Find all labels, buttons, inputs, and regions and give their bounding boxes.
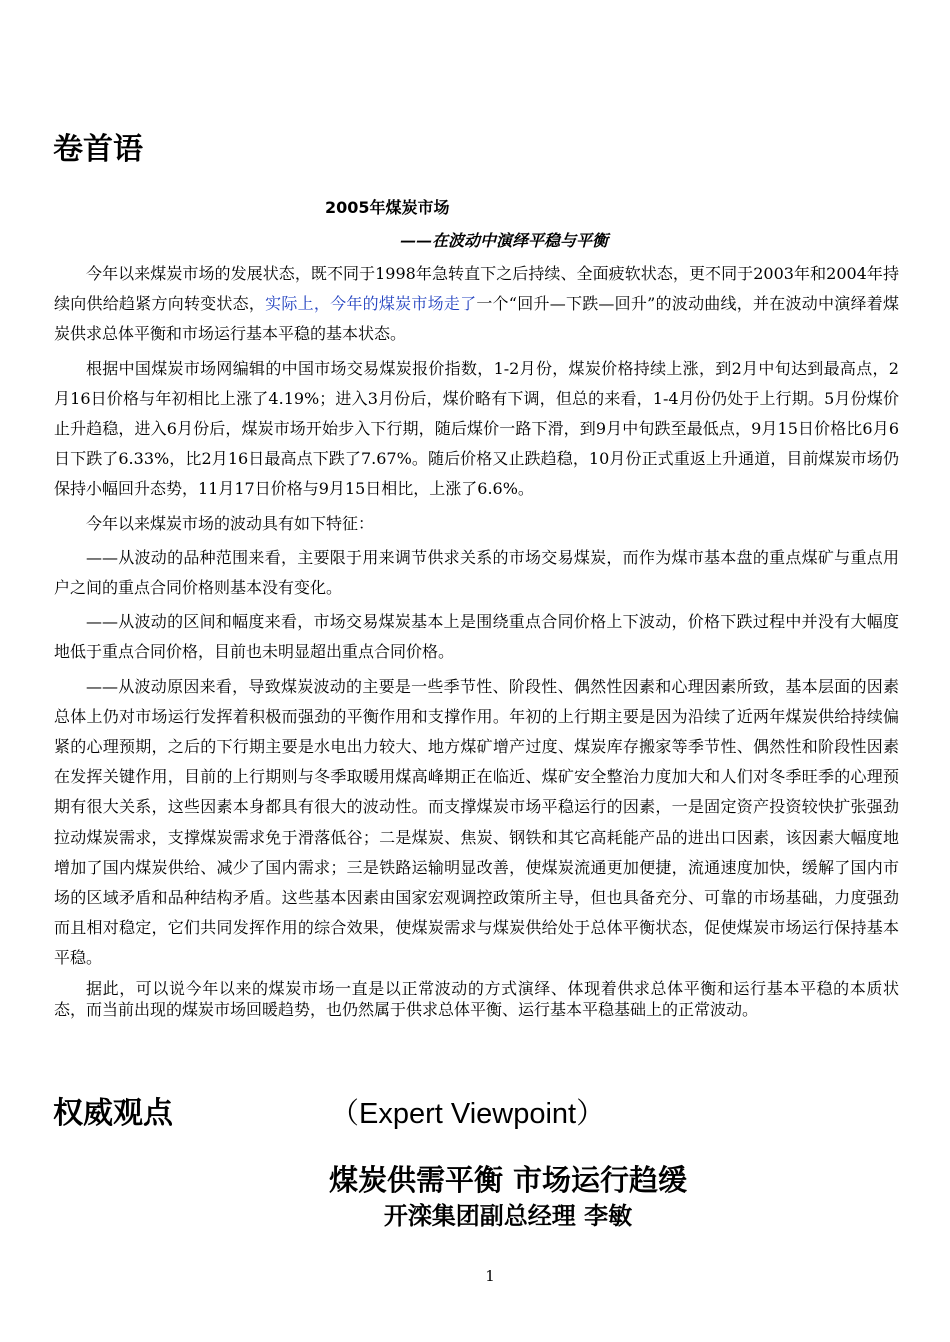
paragraph-7: 据此，可以说今年以来的煤炭市场一直是以正常波动的方式演绎、体现着供求总体平衡和运行基本平稳的本质状态，而当前出现的煤炭市场回暖趋势，也仍然属于供求总体平衡、运行基本平稳基础上的正常波动。 — [54, 978, 899, 1019]
section-heading-preface: 卷首语 — [53, 132, 143, 167]
highlighted-text: 实际上，今年的煤炭市场走了 — [265, 294, 477, 314]
page-number: 1 — [485, 1267, 495, 1285]
article-title: 2005年煤炭市场 — [325, 198, 450, 217]
paragraph-5: ——从波动的区间和幅度来看，市场交易煤炭基本上是围绕重点合同价格上下波动，价格下跌过程中并没有大幅度地低于重点合同价格，目前也未明显超出重点合同价格。 — [54, 612, 899, 662]
paragraph-1 — [54, 259, 899, 350]
paragraph-1-text: 今年以来煤炭市场的发展状态，既不同于1998年急转直下之后持续、全面疲软状态，更不同于2003年和2004年持续向供给趋紧方向转变状态， — [54, 264, 899, 314]
section-heading-expert-en: （Expert Viewpoint） — [330, 1098, 606, 1130]
paragraph-6: ——从波动原因来看，导致煤炭波动的主要是一些季节性、阶段性、偶然性因素和心理因素所致，基本层面的因素总体上仍对市场运行发挥着积极而强劲的平衡作用和支撑作用。年初的上行期主要是因为沿续了近两年煤炭供给持续偏紧的心理预期，之后的下行期主要是水电出力较大、地方煤矿增产过度、煤炭库存搬家等季节性、偶然性和阶段性因素在发挥关键作用，目前的上行期则与冬季取暖用煤高峰期正在临近、煤矿安全整治力度加大和人们对冬季旺季的心理预期有很大关系，这些因素本身都具有很大的波动性。而支撑煤炭市场平稳运行的因素，一是固定资产投资较快扩张强劲拉动煤炭需求，支撑煤炭需求免于滑落低谷；二是煤炭、焦炭、钢铁和其它高耗能产品的进出口因素，该因素大幅度地增加了国内煤炭供给、减少了国内需求；三是铁路运输明显改善，使煤炭流通更加便捷，流通速度加快，缓解了国内市场的区域矛盾和品种结构矛盾。这些基本因素由国家宏观调控政策所主导，但也具备充分、可靠的市场基础，力度强劲而且相对稳定，它们共同发挥作用的综合效果，使煤炭需求与煤炭供给处于总体平衡状态，促使煤炭市场运行保持基本平稳。 — [54, 676, 899, 968]
expert-article-title: 煤炭供需平衡 市场运行趋缓 — [328, 1163, 688, 1197]
paragraph-2: 根据中国煤炭市场网编辑的中国市场交易煤炭报价指数，1-2月份，煤炭价格持续上涨，到2月中旬达到最高点，2月16日价格与年初相比上涨了4.19%；进入3月份后，煤价略有下调，但总的来看，1-4月份仍处于上行期。5月份煤价止升趋稳，进入6月份后，煤炭市场开始步入下行期，随后煤价一路下滑，到9月中旬跌至最低点，9月15日价格比6月6日下跌了6.33%，比2月16日最高点下跌了7.67%。随后价格又止跌趋稳，10月份正式重返上升通道，目前煤炭市场仍保持小幅回升态势，11月17日价格与9月15日相比，上涨了6.6%。 — [54, 358, 899, 499]
paragraph-1-text-continued: 一个“回升—下跌—回升”的波动曲线，并在波动中演绎着煤炭供求总体平衡和市场运行基本平稳的基本状态。 — [54, 294, 899, 344]
article-body — [54, 259, 899, 1024]
expert-article-author: 开滦集团副总经理 李敏 — [383, 1202, 633, 1230]
paragraph-3: 今年以来煤炭市场的波动具有如下特征： — [86, 513, 375, 533]
paragraph-4: ——从波动的品种范围来看，主要限于用来调节供求关系的市场交易煤炭，而作为煤市基本盘的重点煤矿与重点用户之间的重点合同价格则基本没有变化。 — [54, 547, 899, 598]
section-heading-expert: 权威观点 — [53, 1096, 173, 1131]
article-subtitle: ——在波动中演绎平稳与平衡 — [400, 231, 609, 250]
